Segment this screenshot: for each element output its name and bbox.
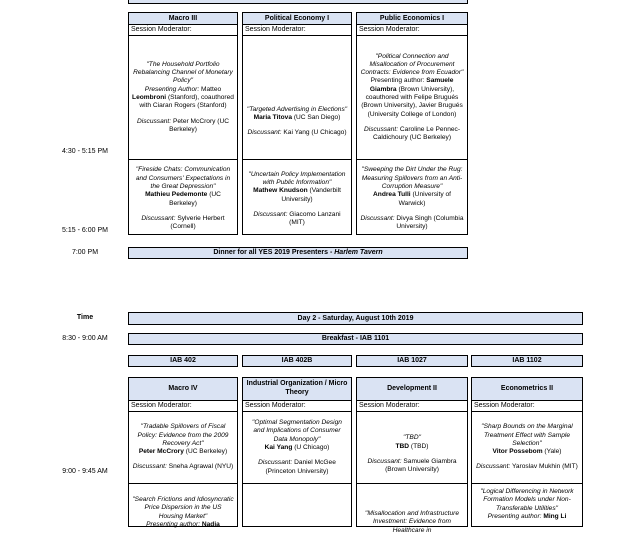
discussant-label: Discussant: xyxy=(137,117,172,125)
presenter-name: Nadia xyxy=(201,520,220,528)
discussant-name: Yaroslav Mukhin (MIT) xyxy=(511,463,578,471)
talk-title: "Sweeping the Dirt Under the Rug: Measuring Spillovers from an Anti-Corruption Measure" xyxy=(361,166,463,191)
discussant-name: Caroline Le Pennec-Caldichoury (UC Berkeley) xyxy=(372,125,461,142)
talk-cell xyxy=(243,36,351,160)
talk-cell xyxy=(472,484,582,534)
discussant-name: Sneha Agrawal (NYU) xyxy=(168,463,234,471)
session-moderator: Session Moderator: xyxy=(472,401,582,412)
presenter-name: Andrea Tulli xyxy=(373,191,411,199)
talk-cell xyxy=(243,160,351,238)
talk-title: "TBD" xyxy=(403,434,421,442)
talk-title: "Logical Differencing in Network Formation Models under Non-Transferable Utilities" xyxy=(480,488,574,512)
presenting-label: Presenting author: xyxy=(487,512,542,520)
talk-title: "Political Connection and Misallocation of Procurement Contracts: Evidence from Ecuador" xyxy=(360,52,464,77)
talk-title: "The Household Portfolio Rebalancing Channel of Monetary Policy" xyxy=(133,60,233,85)
talk-cell xyxy=(357,484,467,534)
talk-cell xyxy=(129,36,237,160)
presenter-name: Kai Yang xyxy=(264,444,293,451)
discussant-label: Discussant: xyxy=(476,463,511,471)
presenter-name: Mathieu Pedemonte xyxy=(145,191,208,199)
presenter-prefix: Matteo xyxy=(201,85,222,93)
presenter-name: TBD xyxy=(395,442,410,450)
talk-cell xyxy=(129,160,237,238)
talk-cell xyxy=(243,412,351,484)
time-label: 8:30 - 9:00 AM xyxy=(62,335,108,342)
room-label: IAB 1102 xyxy=(471,355,583,367)
presenter-name: Peter McCrory xyxy=(138,448,184,456)
discussant-label: Discussant: xyxy=(360,214,395,222)
talk-cell xyxy=(357,412,467,484)
discussant-label: Discussant: xyxy=(363,125,399,133)
session-moderator: Session Moderator: xyxy=(243,401,351,412)
presenter-affil: (Brown University), coauthored with Felipe Brugués (Brown University), Javier Brugués (University College of London) xyxy=(361,85,463,118)
session-macro-iv xyxy=(128,377,238,527)
presenter-name: Mathew Knudson xyxy=(253,187,308,195)
time-header: Time xyxy=(76,314,94,321)
session-econometrics-ii xyxy=(471,377,583,527)
discussant-label: Discussant: xyxy=(253,210,288,218)
presenter-name: Vitor Possebom xyxy=(492,448,543,456)
talk-cell xyxy=(129,484,237,534)
discussant-name: Giacomo Lanzani (MIT) xyxy=(289,210,341,227)
discussant-name: Kai Yang (U Chicago) xyxy=(283,129,347,137)
dinner-place: Harlem Tavern xyxy=(334,249,383,256)
talk-title: "Optimal Segmentation Design and Implications of Consumer Data Monopoly" xyxy=(252,419,342,443)
discussant-label: Discussant: xyxy=(132,463,167,471)
presenter-affil: (U Chicago) xyxy=(292,444,330,451)
room-label: IAB 402 xyxy=(128,355,238,367)
presenter-name: Maria Titova xyxy=(253,113,292,121)
talk-title: "Targeted Advertising in Elections" xyxy=(246,105,348,113)
session-title: Development II xyxy=(357,378,467,401)
session-title: Macro III xyxy=(129,13,237,25)
session-industrial-organization xyxy=(242,377,352,527)
session-title: Public Economics I xyxy=(357,13,467,25)
time-label: 7:00 PM xyxy=(71,249,99,256)
discussant-name: Divya Singh (Columbia University) xyxy=(396,214,464,231)
session-title: Political Economy I xyxy=(243,13,351,25)
time-label: 5:15 - 6:00 PM xyxy=(62,227,108,234)
discussant-label: Discussant: xyxy=(258,459,293,467)
presenter-name: Ming Li xyxy=(543,512,567,520)
session-title: Econometrics II xyxy=(472,378,582,401)
session-moderator: Session Moderator: xyxy=(357,401,467,412)
presenter-affil: (UC San Diego) xyxy=(291,113,341,121)
presenter-affil: (Stanford), coauthored with Ciaran Rogers (Stanford) xyxy=(139,94,234,110)
talk-cell xyxy=(129,412,237,484)
discussant-label: Discussant: xyxy=(367,458,402,465)
talk-title: "Misallocation and Infrastructure Investment: Evidence from Healthcare in xyxy=(365,510,459,534)
time-label: 9:00 - 9:45 AM xyxy=(62,468,108,475)
presenter-name: Samuele Giambra xyxy=(369,77,454,93)
session-moderator: Session Moderator: xyxy=(129,401,237,412)
dinner-text: Dinner for all YES 2019 Presenters - xyxy=(213,249,335,256)
session-moderator: Session Moderator: xyxy=(357,25,467,36)
discussant-name: Samuele Giambra (Brown University) xyxy=(385,458,457,474)
presenting-label: Presenting Author: xyxy=(144,85,200,93)
time-label: 4:30 - 5:15 PM xyxy=(62,148,108,155)
presenter-affil: (UC Berkeley) xyxy=(169,191,221,207)
presenter-name: Leombroni xyxy=(132,94,167,101)
session-macro-iii xyxy=(128,12,238,235)
talk-title: "Search Frictions and Idiosyncratic Price Dispersion in the US Housing Market" xyxy=(132,496,234,520)
presenter-affil: (TBD) xyxy=(409,442,429,450)
session-public-economics-i xyxy=(356,12,468,235)
day1-header-bar-edge xyxy=(128,0,468,4)
discussant-name: Daniel McGee (Princeton University) xyxy=(265,459,336,475)
presenting-label: Presenting author: xyxy=(370,77,425,85)
day2-title-bar: Day 2 - Saturday, August 10th 2019 xyxy=(128,312,583,325)
session-title: Macro IV xyxy=(129,378,237,401)
breakfast-bar: Breakfast - IAB 1101 xyxy=(128,333,583,345)
session-moderator: Session Moderator: xyxy=(243,25,351,36)
session-political-economy-i xyxy=(242,12,352,235)
presenter-affil: (University of Warwick) xyxy=(398,191,451,207)
dinner-bar xyxy=(128,247,468,259)
discussant-name: Sylverie Herbert (Cornell) xyxy=(170,214,225,231)
discussant-label: Discussant: xyxy=(247,129,282,137)
talk-title: "Uncertain Policy Implementation with Public Information" xyxy=(248,170,346,186)
talk-cell xyxy=(357,36,467,160)
room-label: IAB 402B xyxy=(242,355,352,367)
room-label: IAB 1027 xyxy=(356,355,468,367)
presenting-label: Presenting author: xyxy=(146,520,201,528)
discussant-label: Discussant: xyxy=(141,214,176,222)
talk-title: "Sharp Bounds on the Marginal Treatment Effect with Sample Selection" xyxy=(481,423,573,447)
discussant-name: Peter McCrory (UC Berkeley) xyxy=(169,117,229,133)
talk-title: "Tradable Spillovers of Fiscal Policy: Evidence from the 2009 Recovery Act" xyxy=(137,423,229,447)
session-development-ii xyxy=(356,377,468,534)
session-moderator: Session Moderator: xyxy=(129,25,237,36)
talk-title: "Fireside Chats: Communication and Consumers' Expectations in the Great Depression" xyxy=(135,166,231,191)
talk-cell xyxy=(472,412,582,484)
presenter-affil: (UC Berkeley) xyxy=(183,448,228,456)
talk-cell xyxy=(357,160,467,238)
presenter-affil: (Yale) xyxy=(542,448,562,456)
presenter-affil: (Vanderbilt University) xyxy=(281,187,341,203)
session-title: Industrial Organization / Micro Theory xyxy=(243,378,351,401)
